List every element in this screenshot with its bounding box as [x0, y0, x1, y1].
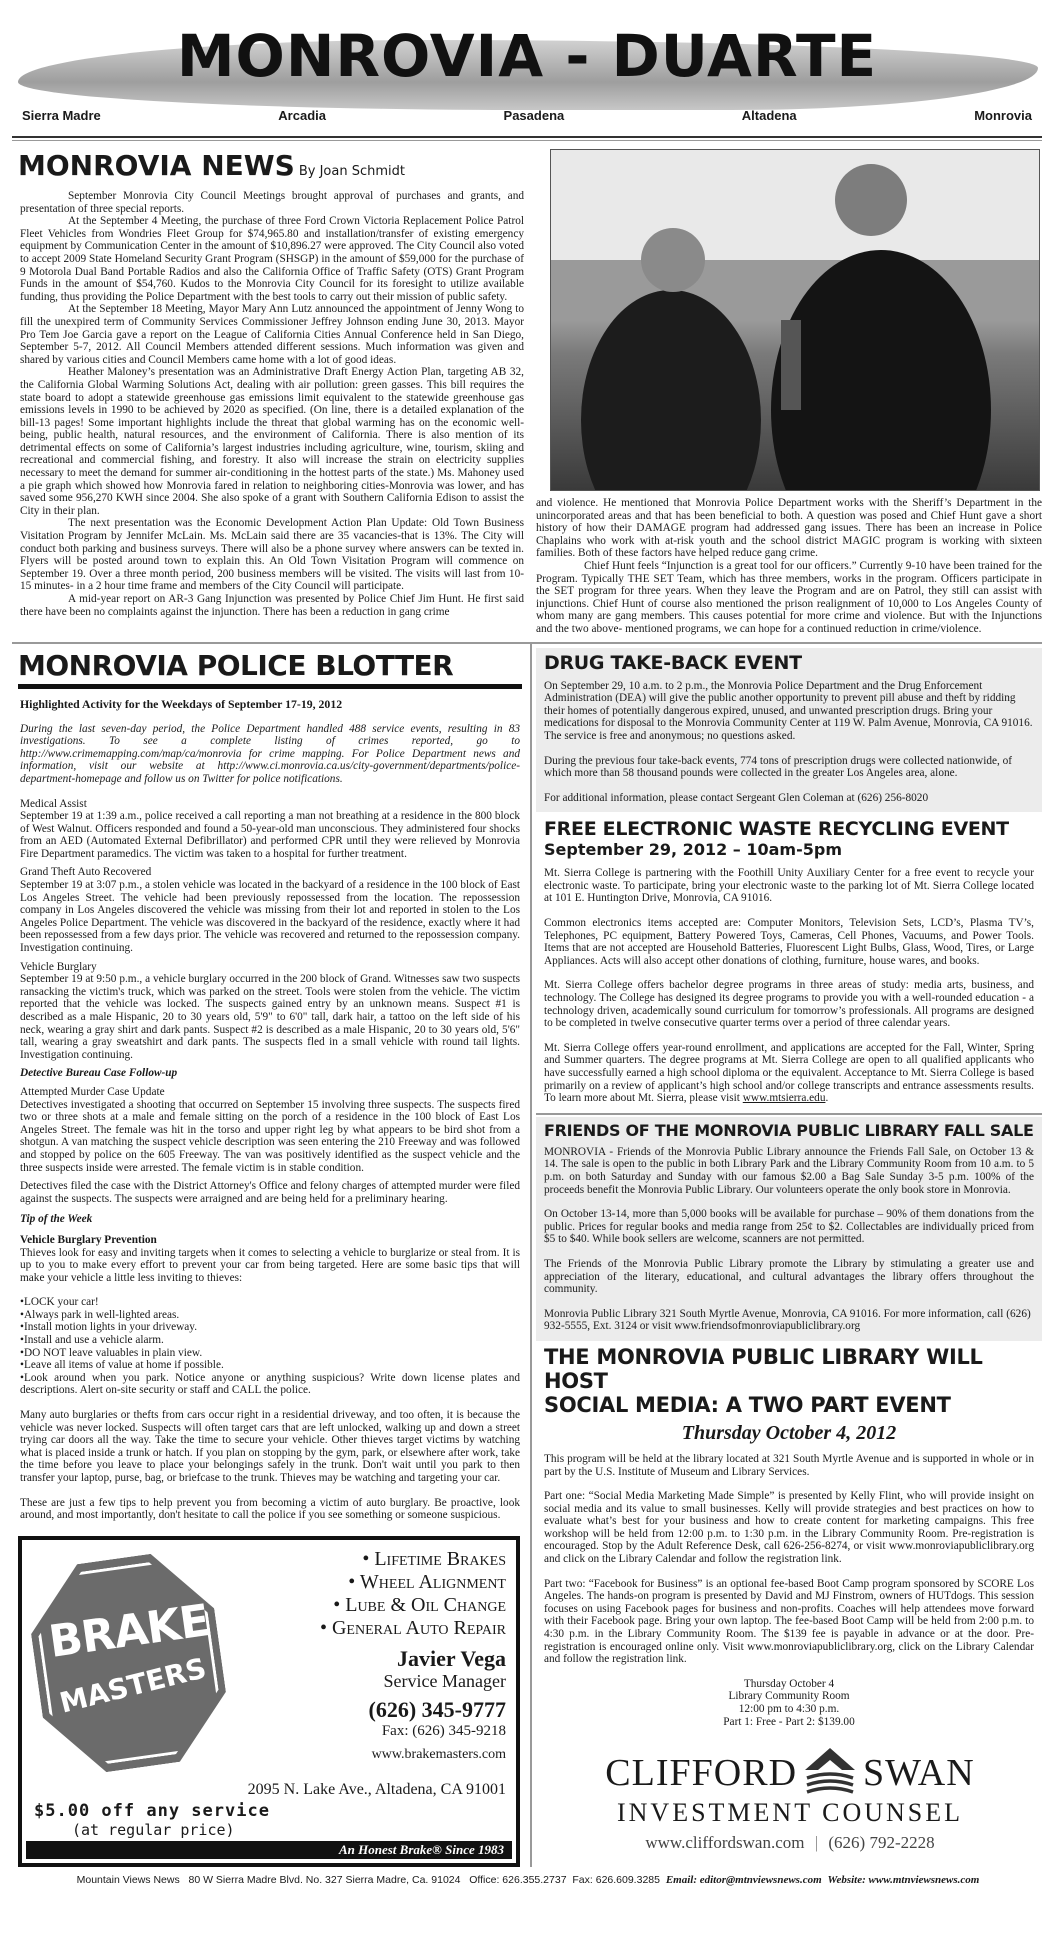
ewaste-subtitle: September 29, 2012 – 10am-5pm — [544, 840, 842, 860]
mtsierra-link[interactable]: www.mtsierra.edu — [742, 1092, 826, 1105]
masthead-title: MONROVIA - DUARTE — [176, 22, 878, 90]
friends-paragraph: On October 13-14, more than 5,000 books will be available for purchase – 90% of them donations from the public. Prices for regular books and media range from 25¢ to $2. Collectables are individually priced from $5 to $40. While book sellers are welcome, scanners are not permitted. — [544, 1208, 1034, 1246]
ad-fax: Fax: (626) 345-9218 — [381, 1722, 506, 1739]
service-item: • Lifetime Brakes — [362, 1547, 506, 1570]
town: Pasadena — [503, 108, 565, 123]
clifford-logo-text: CLIFFORD — [605, 1752, 798, 1795]
social-title: SOCIAL MEDIA: A TWO PART EVENT — [544, 1392, 951, 1417]
clifford-website[interactable]: www.cliffordswan.com — [645, 1833, 805, 1853]
info-line: Library Community Room — [728, 1690, 850, 1703]
ewaste-title: FREE ELECTRONIC WASTE RECYCLING EVENT — [544, 818, 1009, 841]
service-label: General Auto Repair — [331, 1616, 506, 1639]
blotter-intro: During the last seven-day period, the Police Department handled 488 service events, resulting in 83 investigations. To see a complete listing of crimes reported, go to http://www.crimemapping.com/map/ca/monrovia for crime mapping. For Police Department news and information, visit our website at http://www.ci.monrovia.ca.us/city-government/departments/police-department-homepage and follow us on Twitter for police notifications. — [20, 722, 520, 785]
ewaste-text: Mt. Sierra College offers year-round enrollment, and applications are accepted for the Fall, Winter, Spring and Summer quarters. The degree programs at Mt. Sierra College are open to all qualified applicants who have successfully earned a high school diploma or the equivalent. Acceptance to Mt. Sierra College is based primarily on a review of applicant’s high school and/or college transcripts and entrance assessments results. To learn more about Mt. Sierra, please visit — [544, 1041, 1034, 1105]
drug-title: DRUG TAKE-BACK EVENT — [544, 651, 802, 674]
services-list — [236, 1548, 506, 1778]
tip-paragraph: These are just a few tips to help prevent you from becoming a victim of auto burglary. Be proactive, look around, and most importantly, don't hesitate to call the police if you see something or someone suspicious. — [20, 1496, 520, 1522]
clifford-contact — [550, 1832, 1030, 1854]
friends-paragraph: MONROVIA - Friends of the Monrovia Public Library announce the Friends Fall Sale, on October 13 & 14. The sale is open to the public in both Library Park and the Library Community Room from 10 a.m. to 5 p.m. on both Saturday and Sunday with our famous $2.00 a Bag Sale Sunday 3-5 p.m. 100% of the proceeds benefit the Monrovia Public Library. Our volunteers operate the only book store in Monrovia. — [544, 1145, 1034, 1196]
social-media-section — [536, 1341, 1042, 1728]
footer-website[interactable]: Website: www.mtnviewsnews.com — [827, 1873, 980, 1886]
news-section — [12, 149, 1044, 636]
tip-item: •Always park in well-lighted areas. — [20, 1308, 180, 1321]
social-paragraph: This program will be held at the library located at 321 South Myrtle Avenue and is supported in whole or in part by the U.S. Institute of Museum and Library Services. — [544, 1452, 1034, 1478]
tip-item: •Install motion lights in your driveway. — [20, 1321, 198, 1334]
bottom-section — [12, 644, 1044, 1867]
footer-email[interactable]: Email: editor@mtnviewsnews.com — [665, 1873, 822, 1886]
social-info — [544, 1678, 1034, 1728]
news-left-text — [12, 190, 524, 618]
clifford-tagline: INVESTMENT COUNSEL — [616, 1798, 964, 1828]
service-item: • Lube & Oil Change — [333, 1593, 506, 1616]
detective-heading: Detective Bureau Case Follow-up — [20, 1067, 178, 1080]
clifford-phone: (626) 792-2228 — [828, 1833, 935, 1853]
town: Arcadia — [278, 108, 326, 123]
clifford-logo — [550, 1748, 1030, 1798]
tip-item: •LOCK your car! — [20, 1296, 99, 1309]
service-label: Lifetime Brakes — [374, 1547, 506, 1570]
masthead-towns — [22, 108, 1032, 123]
ewaste-paragraph: Mt. Sierra College is partnering with the Foothill Unity Auxiliary Center for a free event to recycle your electronic waste. To participate, bring your electronic waste to the parking lot of Mt. Sierra College located at 101 E. Huntington Drive, Monrovia, CA 91016. — [544, 867, 1034, 905]
friends-paragraph: The Friends of the Monrovia Public Library promote the Library by stimulating a greater use and appreciation of the literary, educational, and cultural advantages the library offers throughout the community. — [544, 1257, 1034, 1296]
news-paragraph: At the September 4 Meeting, the purchase of three Ford Crown Victoria Replacement Police Patrol Fleet Vehicles from Wondries Fleet Group for $74,965.80 and installation/transfer of existing emergency equipment by Communication Center in the amount of $10,896.27 were approved. The City Council also voted to accept 2009 State Homeland Security Grant Program (SHSGP) in the amount of $59,000 for the purchase of 9 Motorola Dual Band Portable Radios and also the California Office of Traffic Safety (OTS) Grant Program Funds in the amount of $54,760. Kudos to the Monrovia City Council for its foresight to utilize available funding, thus providing the Police Department with the best tools to carry out their mission of public safety. — [20, 215, 524, 303]
service-label: Wheel Alignment — [359, 1570, 506, 1593]
masthead-rule — [12, 136, 1042, 138]
social-paragraph: Part one: “Social Media Marketing Made Simple” is presented by Kelly Flint, who will provide insight on social media and its value to small businesses. Kelly will provide strategies and best practices on how to evaluate what’s best for your business and how to create content for marketing campaigns. This free workshop will be held from 12:00 p.m. to 1:30 p.m. in the Library Community Room. Pre-registration is encouraged. Stop by the Adult Reference Desk, call 626-256-8274, or visit www.monroviapubliclibrary.org and click on the Library Calendar and follow the registration link. — [544, 1490, 1034, 1566]
drug-takeback-box — [536, 648, 1042, 813]
info-line: 12:00 pm to 4:30 p.m. — [738, 1703, 840, 1715]
town: Sierra Madre — [22, 108, 101, 123]
news-paragraph: A mid-year report on AR-3 Gang Injunction was presented by Police Chief Jim Hunt. He first said there have been no complaints against the injunction. There has been a reduction in gang crime — [20, 593, 524, 618]
news-right-column — [536, 149, 1042, 636]
friends-sale-box — [536, 1117, 1042, 1341]
ewaste-paragraph: Common electronics items accepted are: Computer Monitors, Television Sets, LCD’s, Plasma TV’s, Telephones, PC equipment, Battery Powered Toys, Cameras, Cell Phones, Vacuums, and Power Tools. Items that are not accepted are Household Batteries, Fluorescent Light Bulbs, Glass, Wood, Tires, or Large Appliances. Acts will also accept other donations of clothing, furniture, house wares, and books. — [544, 917, 1034, 967]
masthead — [12, 8, 1042, 136]
police-officers-photo — [550, 149, 1040, 491]
info-line: Part 1: Free - Part 2: $139.00 — [723, 1715, 855, 1728]
footer-paper: Mountain Views News — [76, 1873, 180, 1886]
ewaste-section — [536, 812, 1042, 1113]
ad-website[interactable]: www.brakemasters.com — [371, 1746, 506, 1762]
social-title: THE MONROVIA PUBLIC LIBRARY WILL HOST — [544, 1344, 983, 1393]
stop-sign-logo — [30, 1548, 230, 1778]
footer-address: 80 W Sierra Madre Blvd. No. 327 Sierra Madre, Ca. 91024 — [188, 1873, 461, 1886]
logo-text: BRAKE — [45, 1594, 213, 1668]
tip-title: Vehicle Burglary Prevention — [20, 1233, 157, 1246]
blotter-item-text: September 19 at 1:39 a.m., police received a call reporting a man not breathing at a residence in the 800 block of West Walnut. Officers responded and found a 50-year-old man unconscious. They administered four shocks from an AED (Automated External Defibrillator) and performed CPR until they were relieved by Monrovia Fire Department paramedics. The victim was taken to a hospital for further treatment. — [20, 810, 520, 860]
news-paragraph: September Monrovia City Council Meetings brought approval of purchases and grants, and presentation of three special reports. — [20, 190, 524, 215]
tip-item: •Install and use a vehicle alarm. — [20, 1334, 164, 1347]
blotter — [12, 644, 526, 1522]
news-paragraph: At the September 18 Meeting, Mayor Mary Ann Lutz announced the appointment of Jenny Wong to fill the unexpired term of Community Services Commissioner Jeffrey Johnson ending June 30, 2013. Mayor Pro Tem Joe Garcia gave a report on the League of California Cities Annual Conference held in San Diego, September 5-7, 2012. All Council Members attended different sessions. Much information was given and shared by various cities and Council Members came home with a lot of good ideas. — [20, 303, 524, 366]
footer — [12, 1873, 1044, 1887]
news-byline: By Joan Schmidt — [298, 164, 405, 179]
ad-phone: (626) 345-9777 — [368, 1696, 506, 1722]
ad-slogan: An Honest Brake® Since 1983 — [26, 1841, 512, 1859]
blotter-item-text: September 19 at 9:50 p.m., a vehicle burglary occurred in the 200 block of Grand. Witnesses saw two suspects ransacking the victim's truck, which was parked on the street. Tools were stolen from the vehicle. The victim reported that the vehicle was locked. The suspects gained entry by an unknown means. Suspect #1 is described as a male Hispanic, 20 to 30 years old, 5'9" to 6'0" tall, dark hair, a tattoo on the left side of his neck, wearing a gray shirt and dark pants. Suspect #2 is described as a male Hispanic, 20 to 30 years old, 5'6" tall, wearing a gray sweatshirt and dark pants. The suspects fled in a small vehicle with round tail lights. Investigation continuing. — [20, 973, 520, 1061]
blotter-subtitle: Highlighted Activity for the Weekdays of September 17-19, 2012 — [20, 696, 343, 711]
brake-masters-ad[interactable] — [18, 1536, 520, 1867]
tip-item: •DO NOT leave valuables in plain view. — [20, 1346, 203, 1359]
column-divider — [530, 644, 532, 1867]
tip-paragraph: Many auto burglaries or thefts from cars occur right in a residential driveway, and too often, it is because the vehicle was never locked. Suspects will often target cars that are left unlocked, walking up and down a street trying car doors all the way. Take the time to secure your vehicle. Other thieves target victims by watching what is placed inside a trunk or hatch. If you plan on stopping by the gym, park, or elsewhere after work, take the time before you leave to place your belongings safely in the trunk. Don't wait until you park to then transfer your laptop, purse, bag, or briefcase to the trunk. Thieves may be watching and targeting your car. — [20, 1409, 520, 1484]
section-divider — [536, 1113, 1042, 1115]
ewaste-paragraph: Mt. Sierra College offers year-round enrollment, and applications are accepted for the Fall, Winter, Spring and Summer quarters. The degree programs at Mt. Sierra College are open to all qualified applicants who have successfully earned a high school diploma or the equivalent. Acceptance to Mt. Sierra College is based primarily on a review of applicant’s high school and/or college transcripts and entrance assessments results. To learn more about Mt. Sierra, please visit www.mtsierra.edu. — [544, 1041, 1034, 1105]
info-line: Thursday October 4 — [743, 1677, 835, 1690]
news-title: MONROVIA NEWS — [18, 149, 295, 182]
ad-address: 2095 N. Lake Ave., Altadena, CA 91001 — [247, 1780, 506, 1798]
masthead-rule — [12, 140, 1042, 141]
blotter-item-heading: Vehicle Burglary — [20, 960, 97, 973]
bottom-right-column — [536, 644, 1042, 1867]
murder-heading: Attempted Murder Case Update — [20, 1085, 165, 1098]
manager-name: Javier Vega — [397, 1645, 506, 1671]
friends-title: FRIENDS OF THE MONROVIA PUBLIC LIBRARY FALL SALE — [544, 1120, 1034, 1140]
ad-offer: $5.00 off any service — [34, 1800, 270, 1821]
blotter-rule — [18, 684, 522, 689]
manager-title: Service Manager — [383, 1670, 506, 1691]
tip-heading: Tip of the Week — [20, 1213, 93, 1226]
blotter-item-heading: Medical Assist — [20, 797, 87, 810]
news-paragraph: Heather Maloney’s presentation was an Administrative Draft Energy Action Plan, targeting AB 32, the California Global Warming Solutions Act, dealing with air pollution: green gasses. This bill requires the state board to adopt a statewide greenhouse gas emissions limit equivalent to the statewide greenhouse gas emissions levels in 1990 to be achieved by 2020 as specified. (On line, there is a detailed explanation of the bill-13 pages! Some important highlights include the threat that global warming has on the economic well-being, public health, natural resources, and the environment of California. There is also mention of its detrimental effects on some of California’s largest industries including agriculture, wine, tourism, skiing and recreational and commercial fishing, and forestry. It also will increase the strain on electricity supplies necessary to meet the demand for summer air-conditioning in the hottest parts of the state.) Ms. Mahoney used a pie graph which showed how Monrovia fared in relation to neighboring cities-Monrovia was lower, and has saved some 956,270 KWH since 2004. She also spoke of a grant with Southern California Edison to assist the City in their plan. — [20, 366, 524, 517]
news-paragraph: and violence. He mentioned that Monrovia Police Department works with the Sheriff’s Department in the unincorporated areas and that has been beneficial to both. A question was posed and Chief Hunt gave a short history of how their DAMAGE program had addressed gang issues. There has been an increase in Police Chaplains who work with at-risk youth and the school district MAGIC program is working with sixteen families. Both of these factors have helped reduce gang crime. — [536, 497, 1042, 560]
footer-fax: Fax: 626.609.3285 — [572, 1873, 660, 1886]
footer-office: Office: 626.355.2737 — [469, 1873, 567, 1886]
town: Altadena — [741, 108, 797, 123]
blotter-title: MONROVIA POLICE BLOTTER — [18, 648, 454, 682]
contact-separator: | — [814, 1833, 819, 1853]
logo-text: MASTERS — [56, 1651, 210, 1720]
drug-paragraph: For additional information, please contact Sergeant Glen Coleman at (626) 256-8020 — [544, 791, 929, 804]
tip-item: •Look around when you park. Notice anyone or anything suspicious? Write down license plates and descriptions. Alert on-site security or staff and CALL the police. — [20, 1371, 520, 1397]
clifford-swan-ad[interactable] — [550, 1748, 1030, 1854]
blotter-item-heading: Grand Theft Auto Recovered — [20, 866, 152, 879]
tip-item: •Leave all items of value at home if possible. — [20, 1359, 224, 1372]
bottom-left-column — [12, 644, 526, 1867]
ad-offer-note: (at regular price) — [72, 1820, 235, 1839]
swan-logo-text: SWAN — [863, 1752, 975, 1795]
town: Monrovia — [974, 108, 1032, 123]
news-right-text — [536, 497, 1042, 636]
news-paragraph: Chief Hunt feels “Injunction is a great tool for our officers.” Currently 9-10 have been trained for the Program. Typically THE SET Team, which has three members, works in the program. Officers participate in the SET program for three years. When they leave the Program and are on Patrol, they still can assist with injunctions. Chief Hunt of course also mentioned the prison realignment of 10,000 to Los Angeles County of whom many are gang members. This causes potential for more crime and violence. But with the Injunctions and the two above- mentioned programs, we can hope for a continued reduction in crime/violence. — [536, 559, 1042, 635]
service-label: Lube & Oil Change — [345, 1593, 506, 1616]
tip-intro: Thieves look for easy and inviting targets when it comes to selecting a vehicle to burglarize or steal from. It is up to you to make every effort to prevent your car from being targeted. Here are some basic tips that will make your vehicle a little less inviting to thieves: — [20, 1246, 520, 1284]
social-date: Thursday October 4, 2012 — [681, 1421, 897, 1444]
photo-illustration — [551, 150, 1040, 491]
news-left-column — [12, 149, 524, 636]
drug-paragraph: During the previous four take-back events, 774 tons of prescription drugs were collected nationwide, of which more than 58 thousand pounds were collected in the greater Los Angeles area, alone. — [544, 754, 1013, 780]
news-header — [12, 149, 524, 182]
social-paragraph: Part two: “Facebook for Business” is an optional fee-based Boot Camp program sponsored by SCORE Los Angeles. The hands-on program is presented by David and MJ Finstrom, owners of HUTdogs. This session focuses on using Facebook pages for business and non-profits. Coaches will help attendees move forward with their Facebook page. Bring your own laptop. The fee-based Boot Camp will be held from 2:00 p.m. to 4:30 p.m. in the Library Community Room. The $139 fee is payable in advance or at the door. Pre-registration is encouraged online only. Visit www.monroviapubliclibrary.org, click on the Library Calendar and follow the registration link. — [544, 1577, 1034, 1666]
swan-chevron-logo — [805, 1748, 855, 1798]
ewaste-paragraph: Mt. Sierra College offers bachelor degree programs in three areas of study: media arts, business, and technology. The College has designed its degree programs to provide you with a well-rounded education - a technology driven, academically sound curriculum for tomorrow’s professionals. All programs are designed to be completed in twelve consecutive quarter terms over a period of three calendar years. — [544, 979, 1034, 1030]
murder-text: Detectives filed the case with the District Attorney's Office and felony charges of attempted murder were filed against the suspects. The suspects were arraigned and are being held for a preliminary hearing. — [20, 1180, 520, 1205]
service-item: • Wheel Alignment — [348, 1570, 506, 1593]
blotter-item-text: September 19 at 3:07 p.m., a stolen vehicle was located in the backyard of a residence in the 100 block of East Los Angeles Street. The vehicle had been previously repossessed from the location. The repossession company in Los Angeles discovered the vehicle was missing from their lot and reported in stolen to the Los Angeles Police Department. The vehicle was discovered in the backyard of the residence, exactly where it had been repossessed from a few days prior. The vehicle was recovered and returned to the repossession company. Investigation continuing. — [20, 879, 520, 955]
drug-paragraph: On September 29, 10 a.m. to 2 p.m., the Monrovia Police Department and the Drug Enforcement Administration (DEA) will give the public another opportunity to prevent pill abuse and theft by ridding their homes of potentially dangerous expired, unused, and unwanted prescription drugs. Bring your medications for disposal to the Monrovia Community Center at 119 W. Palm Avenue, Monrovia, CA 91016. The service is free and anonymous; no questions asked. — [544, 679, 1033, 742]
news-paragraph: The next presentation was the Economic Development Action Plan Update: Old Town Business Visitation Program by Jennifer McLain. Ms. McLain said there are 35 vacancies-that is 13%. The City will conduct both parking and business surveys. There will also be a phone survey where answers can be texted in. Flyers will be posted around town to explain this. An Old Town Visitation Program will commence on September 19. Over a three month period, 200 business members will be visited. The visits will last from 10-15 minutes- in a 2 hour time frame and members of the City Council will participate. — [20, 517, 524, 593]
murder-text: Detectives investigated a shooting that occurred on September 15 involving three suspects. The suspects fired two or three shots at a male and female sitting on the porch of a residence in the 100 block of East Los Angeles Street. The female was hit in the torso and upper right leg by what appears to be bird shot from a shotgun. A van matching the suspect vehicle description was seen entering the 210 Freeway and was followed and stopped by police on the 605 Freeway. The van was positively identified as the suspect vehicle and the three suspects inside were arrested. The female victim is in stable condition. — [20, 1098, 520, 1174]
service-item: • General Auto Repair — [319, 1616, 506, 1639]
friends-paragraph: Monrovia Public Library 321 South Myrtle Avenue, Monrovia, CA 91016. For more information, call (626) 932-5555, Ext. 3124 or visit www.friendsofmonroviapubliclibrary.org — [544, 1307, 1031, 1333]
